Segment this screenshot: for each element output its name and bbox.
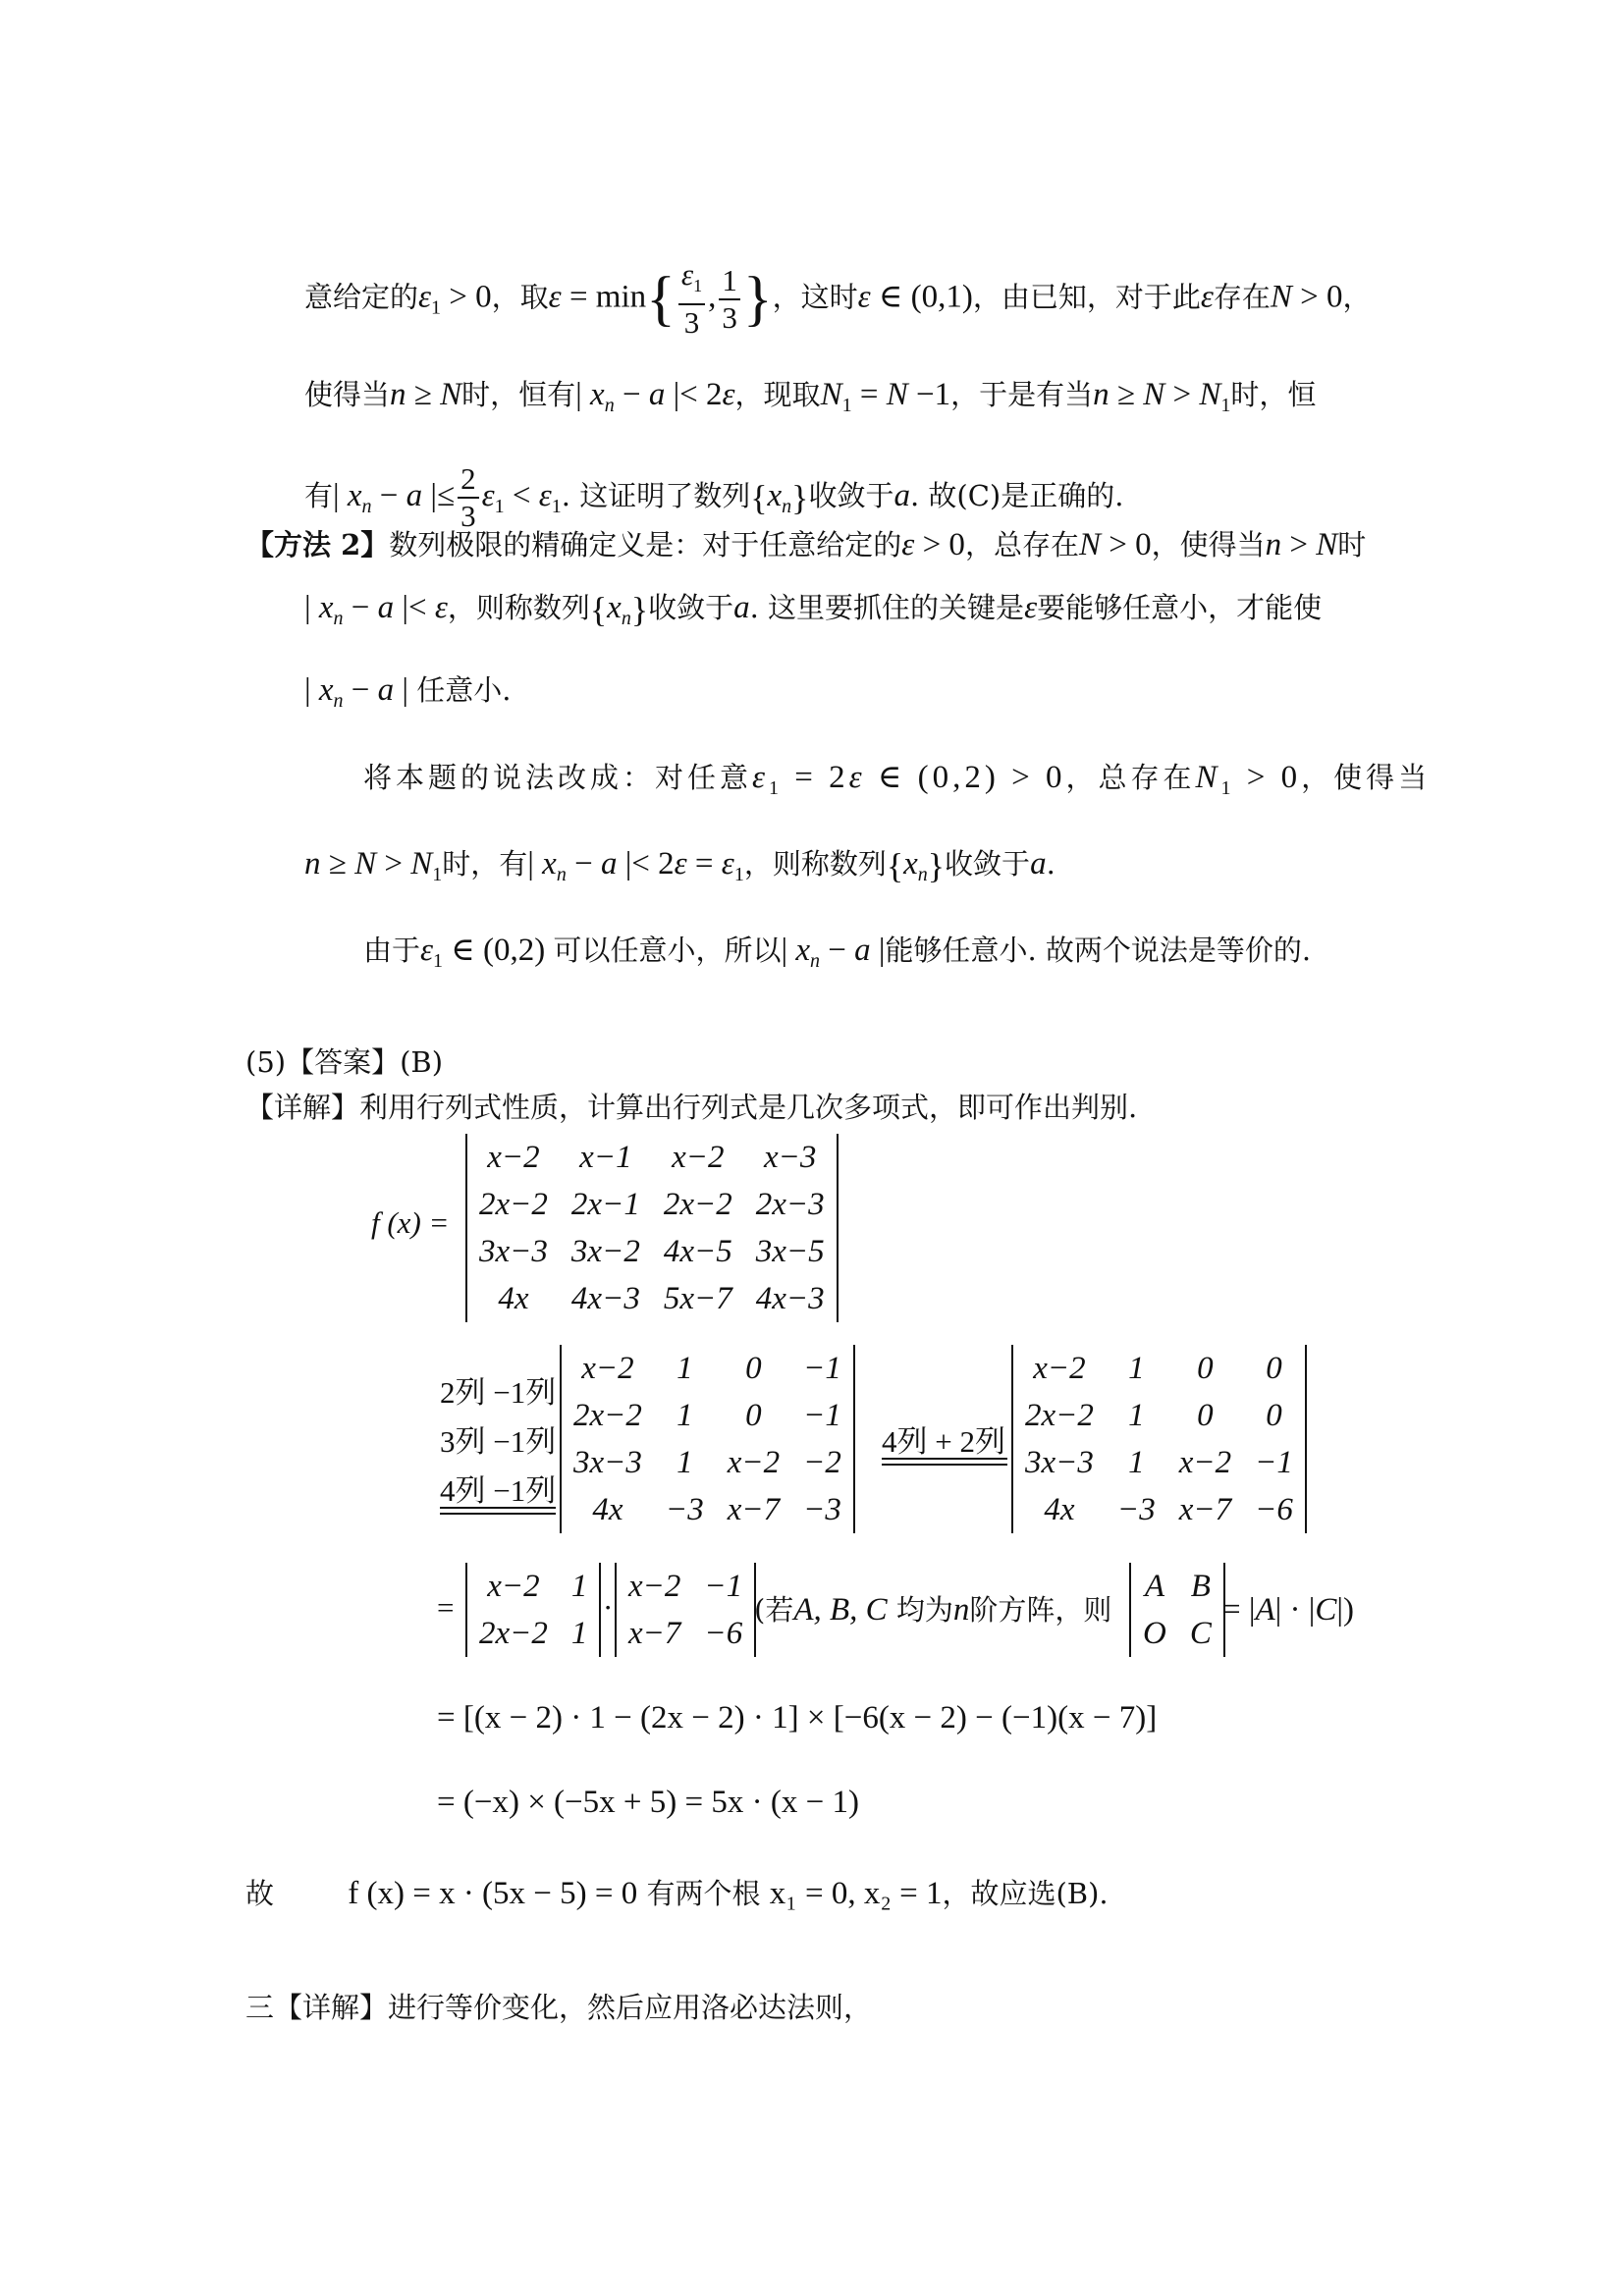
matrix-cell: −1	[704, 1568, 743, 1604]
para-line-1: 意给定的$\varepsilon_1 > 0$，取ε = min{ $\frac{\varepsilon_1}{3}$ , $\frac{1}{3}$ }，这时ε ∈ (0,1)，由已知，对于此ε存在N > 0，	[304, 257, 1372, 341]
matrix-row	[467, 1228, 837, 1275]
matrix-cell: x−2	[581, 1350, 634, 1386]
matrix-cell: 4x−3	[570, 1280, 640, 1316]
answer-5: (5)【答案】(B)	[245, 1045, 444, 1079]
matrix-cell: 0	[1266, 1350, 1282, 1386]
double-underline-2	[882, 1458, 1007, 1466]
matrix-row	[617, 1610, 754, 1657]
simplify-line: = (−x) × (−5x + 5) = 5x · (x − 1)	[437, 1785, 859, 1820]
method-2-line-3: | $x_n - a$ | 任意小.	[304, 672, 512, 712]
fraction-1-3: $\frac{1}{3}$	[719, 263, 740, 336]
matrix-cell: −1	[803, 1397, 841, 1433]
matrix-row	[562, 1486, 853, 1533]
matrix-row	[467, 1275, 837, 1322]
matrix-cell: x−7	[1178, 1491, 1232, 1527]
matrix-cell: −6	[704, 1615, 743, 1651]
expansion-line: = [(x − 2) · 1 − (2x − 2) · 1] × [−6(x − 2) − (−1)(x − 7)]	[437, 1700, 1158, 1735]
matrix-row	[467, 1181, 837, 1228]
matrix-cell: −2	[803, 1444, 841, 1480]
matrix-cell: 1	[1128, 1397, 1145, 1433]
double-underline-1	[440, 1507, 556, 1515]
matrix-cell: −1	[1255, 1444, 1293, 1480]
matrix-cell: 2x−1	[570, 1186, 640, 1222]
matrix-cell: −3	[1116, 1491, 1156, 1527]
matrix-cell: 1	[677, 1397, 693, 1433]
matrix-cell: x−2	[628, 1568, 681, 1604]
matrix-cell: 1	[570, 1615, 588, 1651]
op-col4-col1: 4列 −1列	[440, 1473, 557, 1508]
dot-operator: ·	[603, 1590, 614, 1625]
fraction-2-3: $\frac{2}{3}$	[458, 461, 479, 534]
matrix-row	[467, 1610, 599, 1657]
matrix-row	[1013, 1439, 1305, 1486]
op-col4-plus-col2: 4列 + 2列	[882, 1424, 1005, 1459]
matrix-cell: 4x	[1044, 1491, 1075, 1527]
matrix-row	[1013, 1392, 1305, 1439]
matrix-cell: 1	[1128, 1350, 1145, 1386]
matrix-cell: 0	[745, 1350, 762, 1386]
matrix-cell: −6	[1255, 1491, 1293, 1527]
matrix-cell: 3x−3	[479, 1233, 548, 1269]
matrix-row	[562, 1345, 853, 1392]
note-block-matrix: (若A, B, C 均为n阶方阵，则	[754, 1592, 1112, 1628]
matrix-cell: 2x−2	[573, 1397, 642, 1433]
determinant-2	[560, 1345, 855, 1533]
matrix-cell: x−2	[672, 1139, 725, 1175]
matrix-cell: x−7	[628, 1615, 681, 1651]
matrix-row	[467, 1134, 837, 1181]
matrix-cell: 0	[1197, 1350, 1214, 1386]
matrix-cell: 0	[745, 1397, 762, 1433]
matrix-row	[1013, 1486, 1305, 1533]
matrix-cell: 1	[677, 1444, 693, 1480]
matrix-cell: 4x	[498, 1280, 529, 1316]
matrix-cell: x−2	[1033, 1350, 1086, 1386]
matrix-cell: A	[1144, 1568, 1164, 1604]
conclusion-line: 故 f (x) = x · (5x − 5) = 0 有两个根 x₁ = 0, x₂ = 1，故应选(B).	[245, 1876, 1109, 1911]
matrix-cell: 1	[570, 1568, 588, 1604]
op-col2-col1: 2列 −1列	[440, 1375, 557, 1410]
matrix-cell: 5x−7	[663, 1280, 732, 1316]
determinant-3	[1011, 1345, 1307, 1533]
matrix-cell: 2x−2	[663, 1186, 732, 1222]
matrix-row	[1131, 1563, 1223, 1610]
matrix-cell: B	[1190, 1568, 1211, 1604]
determinant-4	[465, 1563, 601, 1657]
matrix-cell: x−1	[579, 1139, 632, 1175]
matrix-cell: 3x−2	[570, 1233, 640, 1269]
matrix-cell: x−7	[727, 1491, 781, 1527]
para-line-3: 有| $x_n - a$ |≤ $\frac{2}{3}$ $\varepsilon_1 < \varepsilon_1$. 这证明了数列$\{x_n\}$收敛于a. 故(C)是正确的.	[304, 461, 1124, 533]
matrix-cell: x−2	[487, 1139, 540, 1175]
matrix-cell: x−3	[764, 1139, 817, 1175]
determinant-5	[615, 1563, 756, 1657]
matrix-cell: 2x−2	[1025, 1397, 1094, 1433]
para-line-2: 使得当n ≥ N时，恒有| $x_n - a$ |< 2ε，现取$N_1 = N -1$，于是有当$n \ge N > N_1$时，恒	[304, 377, 1317, 416]
restate-line-3: 由于$\varepsilon_1$ ∈ (0,2) 可以任意小，所以| $x_n - a$ |能够任意小. 故两个说法是等价的.	[363, 933, 1312, 972]
matrix-cell: x−2	[1178, 1444, 1232, 1480]
restate-line-1: 将本题的说法改成：对任意$\varepsilon_1 = 2\varepsilon$ ∈ (0,2) > 0，总存在$N_1 > 0$，使得当	[363, 760, 1432, 799]
matrix-row	[1013, 1345, 1305, 1392]
matrix-cell: x−2	[727, 1444, 781, 1480]
matrix-cell: −3	[803, 1491, 841, 1527]
matrix-cell: 3x−3	[573, 1444, 642, 1480]
matrix-cell: 0	[1197, 1397, 1214, 1433]
detail-line: 【详解】利用行列式性质，计算出行列式是几次多项式，即可作出判别.	[245, 1091, 1138, 1124]
matrix-cell: C	[1189, 1615, 1212, 1651]
matrix-cell: 2x−3	[755, 1186, 825, 1222]
matrix-cell: −3	[665, 1491, 704, 1527]
matrix-row	[467, 1563, 599, 1610]
matrix-row	[617, 1563, 754, 1610]
matrix-cell: O	[1143, 1615, 1166, 1651]
matrix-cell: 2x−2	[479, 1615, 548, 1651]
matrix-cell: 1	[677, 1350, 693, 1386]
fx-label: f (x) =	[371, 1205, 450, 1240]
matrix-cell: 1	[1128, 1444, 1145, 1480]
matrix-cell: 3x−3	[1025, 1444, 1094, 1480]
op-col3-col1: 3列 −1列	[440, 1424, 557, 1459]
determinant-1	[465, 1134, 839, 1322]
matrix-row	[562, 1439, 853, 1486]
matrix-cell: 4x	[592, 1491, 623, 1527]
matrix-cell: x−2	[487, 1568, 540, 1604]
matrix-row	[1131, 1610, 1223, 1657]
matrix-row	[562, 1392, 853, 1439]
matrix-cell: 4x−5	[663, 1233, 732, 1269]
matrix-cell: 0	[1266, 1397, 1282, 1433]
matrix-cell: 2x−2	[479, 1186, 548, 1222]
equals-sign-1: =	[437, 1590, 455, 1625]
fraction-eps-3: $\frac{\varepsilon_1}{3}$	[678, 257, 705, 341]
restate-line-2: $n \ge N > N_1$时，有| $x_n - a$ |< $2\varepsilon = \varepsilon_1$，则称数列$\{x_n\}$收敛于a.	[304, 846, 1056, 885]
method-2-line-2: | $x_n - a$ |< ε，则称数列$\{x_n\}$收敛于a. 这里要抓住的关键是ε要能够任意小，才能使	[304, 590, 1323, 629]
abs-product: = |A| · |C|)	[1222, 1592, 1354, 1628]
method-2-line-1: 【方法 2】数列极限的精确定义是：对于任意给定的ε > 0，总存在N > 0，使得当n > N时	[245, 527, 1367, 562]
matrix-cell: 3x−5	[755, 1233, 825, 1269]
determinant-6	[1129, 1563, 1225, 1657]
method-2-tag: 【方法 2】	[245, 528, 390, 561]
matrix-cell: 4x−3	[755, 1280, 825, 1316]
section-three: 三【详解】进行等价变化，然后应用洛必达法则，	[245, 1991, 873, 2024]
matrix-cell: −1	[803, 1350, 841, 1386]
